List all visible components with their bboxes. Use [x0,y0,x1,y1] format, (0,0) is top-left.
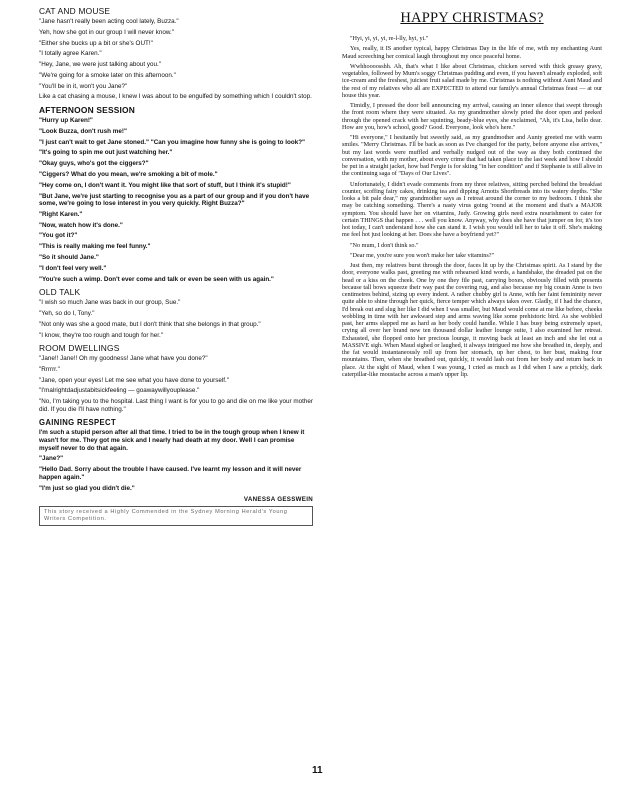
section-room-dwellings [39,343,313,413]
story-paragraph: "Dear me, you're sure you won't make her take vitamins?" [350,251,495,259]
section-title: OLD TALK [39,287,81,298]
story-title: HAPPY CHRISTMAS? [400,10,544,26]
dialogue-line: "I don't feel very well." [39,264,107,272]
section-gaining-respect [39,417,313,492]
dialogue-line: "You're such a wimp. Don't ever come and talk or even be seen with us again." [39,275,274,283]
dialogue-line: "Hey, Jane, we were just talking about you." [39,61,161,69]
section-title: CAT AND MOUSE [39,6,111,16]
story-paragraph: Wwhhoooosshh. Ah, that's what I like about Christmas, chicken served with thick greasy gravy, vegetables, followed by Mum's soggy Christmas pudding and even, if you haven't already exploded, soft ice-cream and the freshest, juiciest fruit salad made by me. Christmas is nothing without Aunt Maud and the rest of my relatives who all are EXPECTED to attend our family's annual Christmas feast — at our house this year. [342,62,602,99]
dialogue-line: "This is really making me feel funny." [39,243,151,251]
dialogue-line: "Either she bucks up a bit or she's OUT!" [39,39,153,47]
dialogue-line: "Jane!! Jane!! Oh my goodness! Jane what have you done?" [39,355,208,363]
dialogue-line: "Jane, open your eyes! Let me see what you have done to yourself." [39,376,229,384]
narrative-line: I'm such a stupid person after all that time. I tried to be in the tough group when I knew it wasn't for me. They got me sick and I nearly had death at my door. Well I can promise myself never to do that again. [39,429,305,452]
dialogue-line: "Hey come on, I don't want it. You might like that sort of stuff, but I think it's stupid!" [39,181,291,189]
dialogue-line: "So it should Jane." [39,254,99,262]
section-title: GAINING RESPECT [39,417,117,428]
section-old-talk [39,287,313,339]
dialogue-line: "Rrrrrr." [39,365,60,373]
dialogue-line: "I wish so much Jane was back in our group, Sue." [39,299,181,307]
author-byline: VANESSA GESSWEIN [243,496,313,504]
dialogue-line: "Look Buzza, don't rush me!" [39,127,127,135]
dialogue-line: "Hurry up Karen!" [39,117,93,125]
story-paragraph: Yes, really, it IS another typical, happy Christmas Day in the life of me, with my enchanting Aunt Maud screeching her comical laugh throughout my once peaceful home. [342,45,602,60]
dialogue-line: "Jane hasn't really been acting cool lately, Buzza." [39,18,179,25]
dialogue-line: "It's going to spin me out just watching her." [39,149,173,157]
story-paragraph: Unfortunately, I didn't evade comments from my three relatives, sitting perched behind the breakfast counter, scoffing fairy cakes, drinking tea and dipping Arnotts Shortbreads into its watery depths. "She looks a bit pale dear," my grandmother says as I retreat around the corner to my bedroom. I think she may be catching something. There's a nasty virus going 'round at the moment and that's a MAJOR symptom. You should have her on vitamins, Judy. Growing girls need extra nourishment to cater for certain THINGS that happen . . . well you know. Anyway, why does she have that jumper on for, it's too hot today, I can't understand how she can stand it. I wish you would tell her to take it off. She's making me feel hot just looking at her. Does she have a boyfriend yet?" [342,180,602,239]
dialogue-line: "I'm just so glad you didn't die." [39,484,135,492]
dialogue-line: "Ciggers? What do you mean, we're smoking a bit of mole." [39,170,218,178]
section-afternoon-session [39,105,313,283]
page-number: 11 [312,765,323,776]
story-paragraph: Just then, my relatives burst through the door, faces lit up by the Christmas spirit. As I stand by the door, everyone walks past, greeting me with rehearsed kind words, a handshake, the dreaded pat on the head or a kiss on the cheek. One by one they file past, carrying boxes, obviously filled with presents because tall bows squeeze their way past the covering rug, and also because my big cousin Anne is two centimetres behind, sizing up every indent. A rather chubby girl is Anne, with her faint femininity never quite able to shine through her quick, fierce temper which always takes over. Gladly, if I had the chance, I'd break out and slug her like I did when I was smaller, but Maud would come at me like before, cheeks wobbling in time with her awkward step and arms waving like some prehistoric bird. As she wobbled past, her arms slapped me as hard as her body could handle. While I has busy being extremely upset, crying all over her brand new ten thousand dollar leather lounge suite, I also examined her retreat. Exhausted, she flopped onto her precious lounge, it moving back at least an inch and she let out a MASSIVE sigh. When Maud sighed or laughed, it always intrigued me how she breathed in, deeply, and the fat would instantaneously roll up from her stomach, up her chest, to her bust, making four mountains. Then, when she breathed out, quickly, it would lash out from her body and return back in place. At the sight of Maud, when I was young, I cried as much as I did when I saw a prickly, dark caterpillar-like moustache across a man's upper lip. [342,262,602,378]
dialogue-line: Yeh, how she got in our group I will never know." [39,28,175,36]
dialogue-line: "I just can't wait to get Jane stoned." "Can you imagine how funny she is going to look?" [39,138,306,146]
dialogue-line: "I know, they're too rough and tough for her." [39,331,163,339]
dialogue-line: "Now, watch how it's done." [39,221,123,229]
dialogue-line: "No, I'm taking you to the hospital. Last thing I want is for you to go and die on me like your mother did. If you die I'll have nothing." [39,398,314,413]
section-title: ROOM DWELLINGS [39,343,120,354]
dialogue-line: "Jane?" [39,455,64,463]
narrative-line: Like a cat chasing a mouse, I knew I was about to be engulfed by something which I couldn't stop. [39,93,312,101]
award-note: This story received a Highly Commended in the Sydney Morning Herald's Young Writers Competition. [39,506,313,526]
dialogue-line: "Hello Dad. Sorry about the trouble I have caused. I've learnt my lesson and it will never happen again." [39,466,302,481]
dialogue-line: "I totally agree Karen." [39,50,102,58]
story-paragraph: Timidly, I pressed the door bell announcing my arrival, causing an inner silence that swept through the front room where they were situated. As my grandmother slowly pried the door open and peeked through the opened crack with her squinting, beady-blue eyes, she exclaimed, "Ah, it's Lisa, hello dear. How are you, how's school, good? Good. Everyone, look who's here." [342,102,602,131]
dialogue-line: "Right Karen." [39,210,83,218]
dialogue-line: "Not only was she a good mate, but I don't think that she belongs in that group." [39,320,261,328]
dialogue-line: "We're going for a smoke later on this afternoon." [39,71,176,79]
story-paragraph: "Hyi, yi, yi, yi, re-l-lly, hyi, yi." [350,35,429,42]
dialogue-line: "Yeh, so do I, Tony." [39,309,95,317]
dialogue-line: "You got it?" [39,232,78,240]
right-column [342,6,602,381]
section-title: AFTERNOON SESSION [39,105,135,116]
dialogue-line: "But Jane, we're just starting to recognise you as a part of our group and if you don't have some, we're going to lose interest in you very quickly. Right Buzza?" [39,192,310,208]
dialogue-line: "You'll be in it, won't you Jane?" [39,82,128,90]
story-paragraph: "No mum, I don't think so." [350,241,419,249]
dialogue-line: "Okay guys, who's got the ciggers?" [39,160,149,168]
story-paragraph: "Hi everyone," I hesitantly but sweetly said, as my grandmother and Aunty greeted me with warm smiles. "Merry Christmas. I'll be back as soon as I've changed for the party, before anyone else arrives," but my last words were muffled and verbally nudged out of the way as they both continued the conversation, with my mother, about every crime that had taken place in the last week and how I should be put in a straight jacket, how bad Fergie is for skiing "in her condition" and if Stephanie is still alive in the continuing saga of "Days of Our Lives". [342,134,602,178]
section-cat-and-mouse [39,6,313,101]
dialogue-line: "I'malrightdadjustabitsickfeeling — goawaywillyouplease." [39,387,200,395]
left-column [39,6,313,526]
